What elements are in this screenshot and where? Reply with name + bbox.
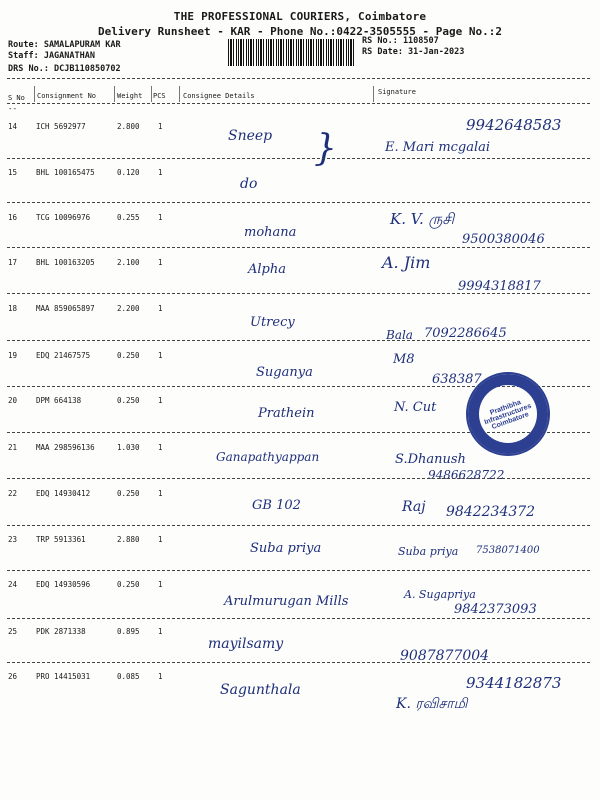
signature-name: K. ரவிசாமி [396,696,468,712]
col-header-weight: Weight [117,92,143,100]
consignee-handwriting: do [240,176,258,192]
drs-number: DRS No.: DCJB110850702 [8,64,121,74]
header-divider-top [7,78,590,79]
col-header-consignment: Consignment No [37,92,97,100]
header-divider-bottom [7,103,590,104]
row-divider [7,478,590,479]
signature-phone: 9500380046 [462,232,545,247]
signature-phone: 9942648583 [466,116,562,134]
row-sno: 21 [8,443,18,452]
row-weight: 0.085 [117,672,140,681]
row-pcs: 1 [158,168,163,177]
row-sno: 22 [8,489,18,498]
row-consignment: ICH 5692977 [36,122,86,131]
row-sno: 20 [8,396,18,405]
signature-phone: 9994318817 [458,279,541,294]
consignee-handwriting: Sneep [228,128,273,144]
col-divider [34,86,35,102]
rs-date: RS Date: 31-Jan-2023 [362,47,465,57]
consignee-handwriting: mohana [244,225,297,240]
signature-phone: 7092286645 [424,326,507,341]
route-label: Route: SAMALAPURAM KAR [8,40,121,50]
row-divider [7,570,590,571]
consignee-handwriting: Arulmurugan Mills [224,594,349,609]
row-sno: 25 [8,627,18,636]
row-sno: 24 [8,580,18,589]
row-pcs: 1 [158,258,163,267]
signature-phone: 9087877004 [400,648,490,664]
row-consignment: MAA 298596136 [36,443,95,452]
consignee-handwriting: Alpha [248,262,286,277]
row-divider [7,293,590,294]
row-pcs: 1 [158,489,163,498]
row-weight: 0.120 [117,168,140,177]
signature-name: E. Mari mcgalai [385,140,491,155]
row-pcs: 1 [158,672,163,681]
barcode [228,39,354,66]
consignee-handwriting: Suganya [256,365,313,380]
signature-name: Bala [386,328,413,342]
signature-name: Raj [402,499,426,515]
row-weight: 2.100 [117,258,140,267]
signature-name: A. Sugapriya [404,588,476,601]
signature-phone: 7538071400 [476,545,540,556]
row-sno: 19 [8,351,18,360]
col-divider [151,86,152,102]
col-divider [179,86,180,102]
signature-phone: 9842373093 [454,602,537,617]
row-consignment: BHL 100163205 [36,258,95,267]
col-header-signature: Signature [378,88,416,96]
row-consignment: EDQ 21467575 [36,351,91,360]
row-pcs: 1 [158,351,163,360]
rs-number: RS No.: 1108507 [362,36,439,46]
signature-name: N. Cut [394,400,437,415]
row-weight: 0.250 [117,351,140,360]
row-sno: 17 [8,258,18,267]
consignee-handwriting: mayilsamy [208,636,284,652]
signature-name: A. Jim [382,253,431,272]
row-pcs: 1 [158,396,163,405]
col-header-details: Consignee Details [183,92,255,100]
runsheet-title: THE PROFESSIONAL COURIERS, Coimbatore [173,10,427,23]
row-weight: 0.250 [117,580,140,589]
signature-phone: 9486628722 [428,468,505,482]
row-sno: 18 [8,304,18,313]
row-consignment: MAA 859065897 [36,304,95,313]
row-weight: 2.200 [117,304,140,313]
row-consignment: BHL 100165475 [36,168,95,177]
signature-name: M8 [393,352,415,367]
consignee-handwriting: Ganapathyappan [216,450,320,464]
signature-name: Suba priya [398,545,459,558]
consignee-handwriting: Utrecy [250,315,295,330]
row-sno: 15 [8,168,18,177]
col-divider [373,86,374,102]
row-consignment: DPM 664138 [36,396,82,405]
row-consignment: TRP 5913361 [36,535,86,544]
row-pcs: 1 [158,122,163,131]
row-sno: 26 [8,672,18,681]
row-weight: 2.800 [117,122,140,131]
signature-phone: 638387 [432,372,482,387]
row-pcs: 1 [158,304,163,313]
company-stamp: Prathibha Infrastructures Coimbatore [466,372,550,456]
row-weight: 2.880 [117,535,140,544]
row-weight: 0.250 [117,396,140,405]
row-consignment: TCG 10096976 [36,213,91,222]
row-sno: 23 [8,535,18,544]
col-divider [114,86,115,102]
consignee-handwriting: Suba priya [250,541,322,556]
header-dash-mark: -- [8,104,18,113]
row-consignment: EDQ 14930596 [36,580,91,589]
signature-phone: 9842234372 [446,504,536,520]
row-weight: 0.255 [117,213,140,222]
row-divider [7,247,590,248]
row-divider [7,158,590,159]
row-pcs: 1 [158,580,163,589]
row-pcs: 1 [158,443,163,452]
runsheet-subtitle: Delivery Runsheet - KAR - Phone No.:0422-3505555 - Page No.:2 [98,25,502,38]
staff-label: Staff: JAGANATHAN [8,51,95,61]
row-pcs: 1 [158,535,163,544]
signature-name: S.Dhanush [395,452,466,467]
row-sno: 14 [8,122,18,131]
row-divider [7,525,590,526]
row-divider [7,202,590,203]
row-divider [7,340,590,341]
row-weight: 0.250 [117,489,140,498]
row-divider [7,662,590,663]
row-consignment: EDQ 14930412 [36,489,91,498]
consignee-handwriting: Prathein [258,406,315,421]
brace-mark: } [314,128,337,169]
consignee-handwriting: Sagunthala [220,682,301,698]
signature-phone: 9344182873 [466,674,562,692]
col-header-pcs: PCS [153,92,166,100]
row-sno: 16 [8,213,18,222]
row-weight: 1.030 [117,443,140,452]
signature-name: K. V. ருசி [390,210,455,228]
consignee-handwriting: GB 102 [252,498,301,513]
row-consignment: PRO 14415031 [36,672,91,681]
row-pcs: 1 [158,213,163,222]
row-divider [7,618,590,619]
row-consignment: PDK 2871338 [36,627,86,636]
row-weight: 0.895 [117,627,140,636]
row-pcs: 1 [158,627,163,636]
col-header-sno: S No [8,94,25,102]
